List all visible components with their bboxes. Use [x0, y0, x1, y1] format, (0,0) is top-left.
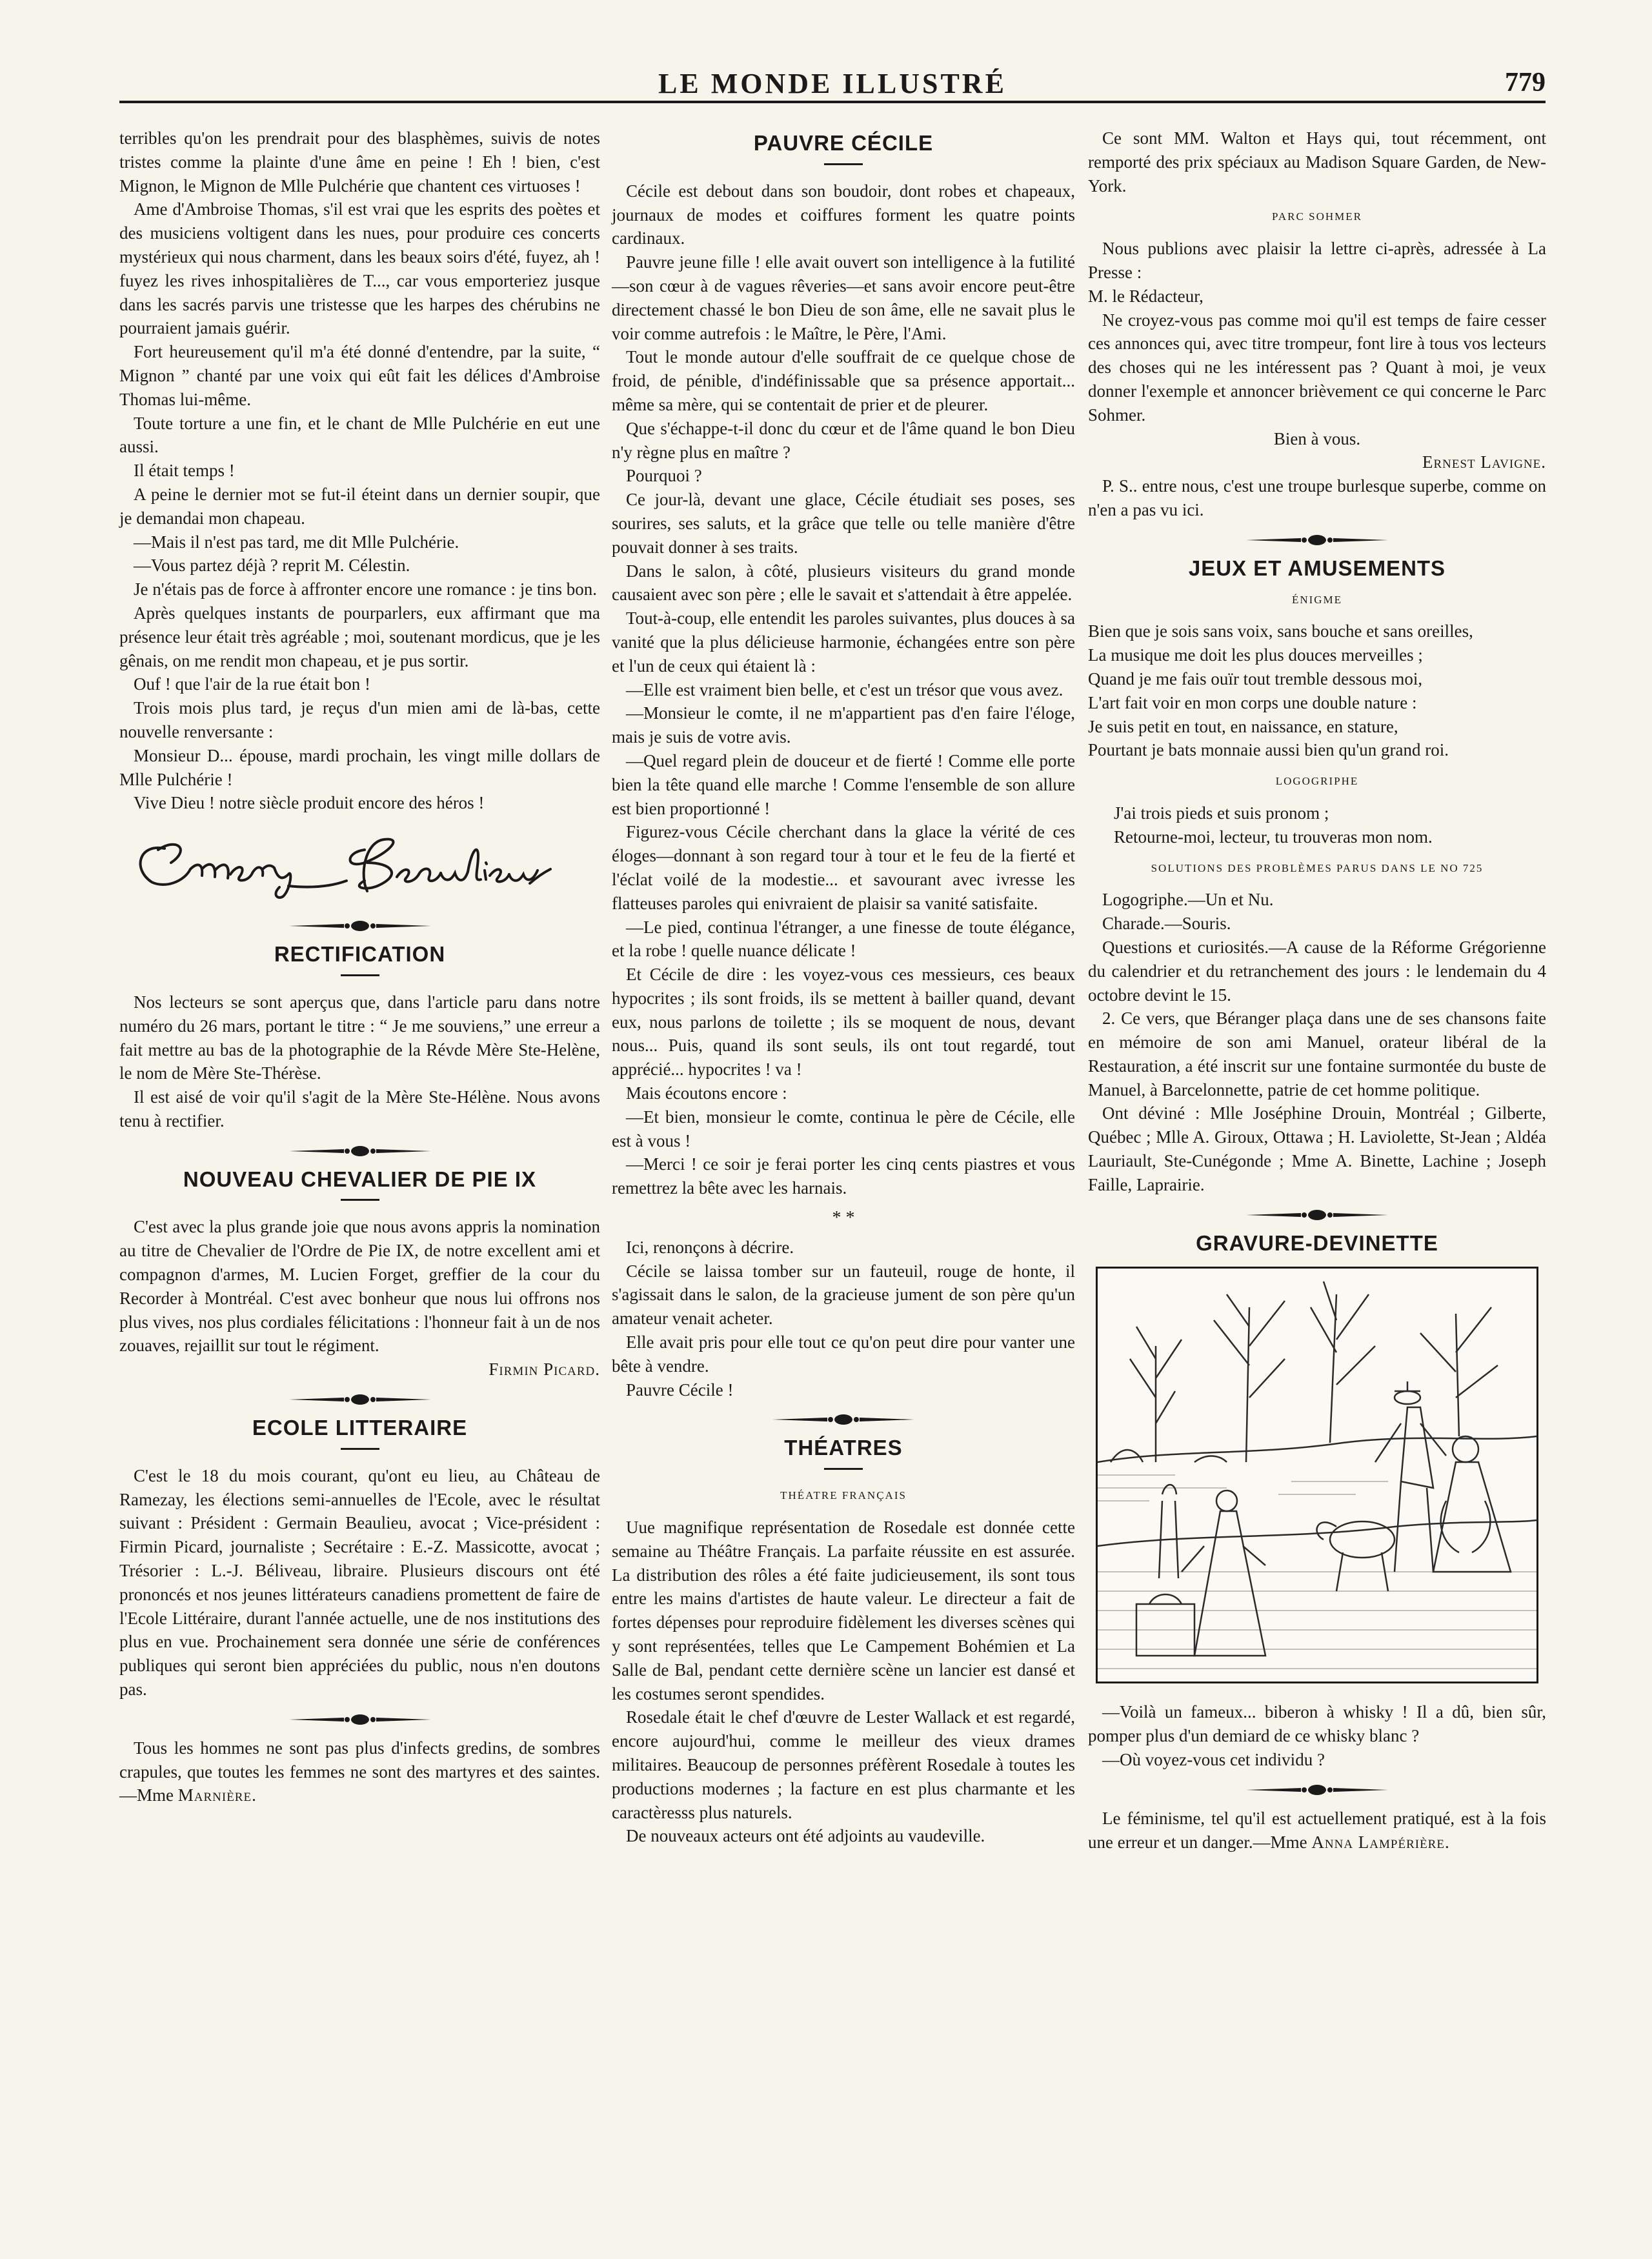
maxim-quote	[119, 1736, 600, 1807]
article-paragraph: —Monsieur le comte, il ne m'appartient pas d'en faire l'éloge, mais je suis de votre avis.	[612, 703, 1075, 747]
article-paragraph: Cécile est debout dans son boudoir, dont robes et chapeaux, journaux de modes et coiffures forment les quatre points cardinaux.	[612, 181, 1075, 248]
section-divider-ornament	[289, 1392, 431, 1407]
article-paragraph: Il est aisé de voir qu'il s'agit de la Mère Ste-Hélène. Nous avons tenu à rectifier.	[119, 1087, 600, 1130]
caption-line: —Voilà un fameux... biberon à whisky ! Il a dû, bien sûr, pomper plus d'un demiard de ce whisky blanc ?	[1088, 1702, 1546, 1746]
article-paragraph: Tout le monde autour d'elle souffrait de ce quelque chose de froid, de pénible, d'indéfinissable que sa présence apportait... même sa mère, qui se contentait de prier et de pleurer.	[612, 347, 1075, 414]
author-signature: Firmin Picard.	[489, 1360, 600, 1380]
article-paragraph: —Merci ! ce soir je ferai porter les cinq cents piastres et vous remettrez la bête avec les harnais.	[612, 1154, 1075, 1198]
article-paragraph: C'est avec la plus grande joie que nous avons appris la nomination au titre de Chevalier de l'Ordre de Pie IX, de notre excellent ami et compagnon d'armes, M. Lucien Forget, greffier de la cour du Recorder à Montréal. C'est avec bonheur que nous lui offrons nos plus vives, nos plus cordiales félicitations : l'honneur fait à un de nos zouaves, rejaillit sur tout le régiment.	[119, 1217, 600, 1356]
column-right	[1088, 126, 1546, 1854]
section-divider-ornament	[289, 918, 431, 934]
handwritten-signature	[119, 824, 584, 901]
article-paragraph: Uue magnifique représentation de Rosedale est donnée cette semaine au Théâtre Français. La parfaite réussite en est assurée. La distribution des rôles a été faite judicieusement, ils sont tous entre les mains d'artistes de haute valeur. Le directeur a fait de fortes dépenses pour reproduire fidèlement les diverses scènes qui y sont représentées, telles que Le Campement Bohémien et La Salle de Bal, pendant cette dernière scène un lancier est dansé et les costumes seront spendides.	[612, 1518, 1075, 1703]
article-paragraph: Dans le salon, à côté, plusieurs visiteurs du grand monde causaient avec son père ; elle le savait et s'attendait à être appelée.	[612, 561, 1075, 605]
letter-closing: Bien à vous.	[1273, 428, 1361, 448]
title-rule	[341, 1199, 379, 1201]
article-paragraph: Fort heureusement qu'il m'a été donné d'entendre, par la suite, “ Mignon ” chanté par une voix qui eût fait les délices d'Ambroise Thomas lui-même.	[119, 342, 600, 409]
verse-line: Bien que je sois sans voix, sans bouche et sans oreilles,	[1088, 621, 1473, 641]
article-paragraph: Ame d'Ambroise Thomas, s'il est vrai que les esprits des poètes et des musiciens voltigent dans les nues, pour produire ces concerts mystérieux qui nous charment, dans les beaux soirs d'été, fuyez, ah ! fuyez les rives inhospitalières de T..., car vous emporteriez jusque dans les sacrés parvis une tristesse que les harpes des chérubins ne pourraient jamais guérir.	[119, 199, 600, 338]
puzzle-engraving-image	[1096, 1267, 1538, 1683]
solution-line: 2. Ce vers, que Béranger plaça dans une de ses chansons faite en mémoire de son ami Manuel, orateur libéral de la Restauration, a été inscrit sur une fontaine surmontée du buste de Manuel, à Barcelonnette, patrie de cet homme politique.	[1088, 1009, 1546, 1099]
masthead: LE MONDE ILLUSTRÉ	[658, 68, 1007, 99]
enigme-verse	[1088, 619, 1546, 762]
article-paragraph: Vive Dieu ! notre siècle produit encore des héros !	[134, 793, 485, 813]
section-divider-ornament	[289, 1143, 431, 1159]
verse-line: Pourtant je bats monnaie aussi bien qu'un grand roi.	[1088, 740, 1449, 760]
article-paragraph: —Vous partez déjà ? reprit M. Célestin.	[134, 556, 410, 576]
section-title: ECOLE LITTERAIRE	[252, 1416, 468, 1440]
asterism: * *	[832, 1208, 855, 1229]
section-subtitle: SOLUTIONS DES PROBLÈMES PARUS DANS LE NO 725	[1151, 861, 1484, 874]
article-paragraph: Pauvre jeune fille ! elle avait ouvert son intelligence à la futilité—son cœur à de vagues rêveries—et sans avoir encore peut-être directement chassé le bon Dieu de son âme, elle ne savait plus le voir comme autrefois : le Maître, le Père, l'Ami.	[612, 252, 1075, 343]
maxim-quote	[1088, 1807, 1546, 1854]
verse-line: Retourne-moi, lecteur, tu trouveras mon nom.	[1114, 827, 1433, 847]
solution-line: Ont déviné : Mlle Joséphine Drouin, Montréal ; Gilberte, Québec ; Mlle A. Giroux, Ottawa ; H. Laviolette, St-Jean ; Aldéa Lauriault, Ste-Cunégonde ; Mme A. Binette, Lachine ; Joseph Faille, Laprairie.	[1088, 1103, 1546, 1194]
logogriphe-verse	[1088, 801, 1546, 849]
author-signature: Ernest Lavigne.	[1422, 452, 1546, 472]
section-title: THÉATRES	[784, 1436, 903, 1460]
article-paragraph: Pourquoi ?	[626, 466, 702, 486]
column-center	[612, 126, 1075, 1848]
solution-line: Questions et curiosités.—A cause de la Réforme Grégorienne du calendrier et du retranchement des jours : le lendemain du 4 octobre devint le 15.	[1088, 937, 1546, 1005]
article-paragraph: Nous publions avec plaisir la lettre ci-après, adressée à La Presse :	[1088, 239, 1546, 282]
article-paragraph: Elle avait pris pour elle tout ce qu'on peut dire pour vanter une bête à vendre.	[612, 1332, 1075, 1376]
solution-line: Logogriphe.—Un et Nu.	[1102, 890, 1274, 910]
verse-line: L'art fait voir en mon corps une double nature :	[1088, 692, 1417, 712]
article-paragraph: Ici, renonçons à décrire.	[626, 1237, 794, 1257]
article-paragraph: Cécile se laissa tomber sur un fauteuil, rouge de honte, il s'agissait dans le salon, de la gracieuse jument de son père qu'un amateur venait acheter.	[612, 1261, 1075, 1329]
article-paragraph: Après quelques instants de pourparlers, eux affirmant que ma présence leur était très agréable ; moi, soutenant mordicus, que je les gênais, on me rendit mon chapeau, et je pus sortir.	[119, 603, 600, 670]
article-paragraph: Trois mois plus tard, je reçus d'un mien ami de là-bas, cette nouvelle renversante :	[119, 698, 600, 741]
section-divider-ornament	[1246, 1782, 1388, 1798]
article-paragraph: Mais écoutons encore :	[626, 1083, 787, 1103]
section-title: GRAVURE-DEVINETTE	[1196, 1230, 1438, 1255]
article-paragraph: De nouveaux acteurs ont été adjoints au vaudeville.	[626, 1826, 985, 1846]
title-rule	[341, 1448, 379, 1450]
article-paragraph: Ce sont MM. Walton et Hays qui, tout récemment, ont remporté des prix spéciaux au Madison Square Garden, de New-York.	[1088, 128, 1546, 196]
section-title: JEUX ET AMUSEMENTS	[1188, 556, 1446, 580]
article-paragraph: Je n'étais pas de force à affronter encore une romance : je tins bon.	[134, 579, 598, 599]
maxim-text: Le féminisme, tel qu'il est actuellement pratiqué, est à la fois une erreur et un danger.—Mme	[1088, 1808, 1546, 1852]
letter-salutation: M. le Rédacteur,	[1088, 286, 1204, 306]
verse-line: Je suis petit en tout, en naissance, en stature,	[1088, 716, 1398, 736]
page-header	[119, 52, 1546, 103]
article-paragraph: —Quel regard plein de douceur et de fierté ! Comme elle porte bien la tête quand elle marche ! Comme l'ensemble de son allure est bien proportionné !	[612, 750, 1075, 818]
article-paragraph: Il était temps !	[134, 461, 235, 481]
maxim-text: Tous les hommes ne sont pas plus d'infects gredins, de sombres crapules, que toutes les femmes ne sont des martyres et des saintes.—Mme	[119, 1738, 600, 1805]
article-paragraph: Rosedale était le chef d'œuvre de Lester Wallack et est regardé, encore aujourd'hui, comme le meilleur des vieux drames militaires. Beaucoup de personnes préfèrent Rosedale à toutes les productions modernes ; la facture en est plus charmante et les caractèresss plus naturels.	[612, 1707, 1075, 1822]
article-paragraph: —Elle est vraiment bien belle, et c'est un trésor que vous avez.	[626, 679, 1063, 699]
section-divider-ornament	[1246, 1207, 1388, 1223]
article-paragraph: —Le pied, continua l'étranger, a une finesse de toute élégance, et la robe ! quelle nuance délicate !	[612, 917, 1075, 961]
section-divider-ornament	[289, 1712, 431, 1727]
title-rule	[824, 163, 863, 165]
article-paragraph: Que s'échappe-t-il donc du cœur et de l'âme quand le bon Dieu n'y règne plus en maître ?	[612, 418, 1075, 462]
verse-line: J'ai trois pieds et suis pronom ;	[1114, 803, 1329, 823]
article-paragraph: Ouf ! que l'air de la rue était bon !	[134, 674, 370, 694]
section-subtitle: LOGOGRIPHE	[1275, 775, 1359, 788]
article-paragraph: Ce jour-là, devant une glace, Cécile étudiait ses poses, ses sourires, ses saluts, et la grâce que telle ou telle manière d'être pouvait donner à ses traits.	[612, 490, 1075, 557]
section-title: RECTIFICATION	[274, 942, 446, 967]
section-subtitle: ÉNIGME	[1291, 593, 1343, 606]
title-rule	[824, 1468, 863, 1470]
section-divider-ornament	[1246, 532, 1388, 548]
article-paragraph: Monsieur D... épouse, mardi prochain, les vingt mille dollars de Mlle Pulchérie !	[119, 745, 600, 789]
solution-line: Charade.—Souris.	[1102, 914, 1231, 934]
section-title: PAUVRE CÉCILE	[753, 131, 934, 155]
article-paragraph: Nos lecteurs se sont aperçus que, dans l'article paru dans notre numéro du 26 mars, portant le titre : “ Je me souviens,” une erreur a fait mettre au bas de la photographie de la Révde Mère Ste-Helène, le nom de Mère Ste-Thérèse.	[119, 992, 600, 1083]
maxim-author: Anna Lampérière.	[1311, 1832, 1450, 1852]
column-left	[119, 126, 600, 1807]
section-subtitle: THÉATRE FRANÇAIS	[780, 1489, 907, 1502]
section-divider-ornament	[772, 1412, 914, 1427]
article-paragraph: Tout-à-coup, elle entendit les paroles suivantes, plus douces à sa vanité que la plus délicieuse harmonie, échangées entre son père et l'un de ceux qui étaient là :	[612, 608, 1075, 676]
article-paragraph: Et Cécile de dire : les voyez-vous ces messieurs, ces beaux hypocrites ; ils sont froids, ils se mettent à bailler quand, devant eux, nous parlons de toilette ; ils se moquent de nous, devant nous... Puis, quand ils sont seuls, ils ont tout regardé, tout apprécié... hypocrites ! va !	[612, 965, 1075, 1079]
verse-line: La musique me doit les plus douces merveilles ;	[1088, 645, 1423, 665]
article-paragraph: Toute torture a une fin, et le chant de Mlle Pulchérie en eut une aussi.	[119, 413, 600, 457]
letter-body: Ne croyez-vous pas comme moi qu'il est temps de faire cesser ces annonces qui, avec titre trompeur, font lire à tous vos lecteurs des choses qui ne les intéressent pas ? Quant à moi, je veux donner l'exemple et annoncer brièvement ce qui concerne le Parc Sohmer.	[1088, 310, 1546, 425]
page-number: 779	[1505, 68, 1546, 97]
maxim-author: Marnière.	[177, 1785, 257, 1805]
article-paragraph: A peine le dernier mot se fut-il éteint dans un dernier soupir, que je demandai mon chapeau.	[119, 484, 600, 528]
article-paragraph: C'est le 18 du mois courant, qu'ont eu lieu, au Château de Ramezay, les élections semi-annuelles de l'Ecole, avec le résultat suivant : Président : Germain Beaulieu, avocat ; Vice-président : Firmin Picard, journaliste ; Secrétaire : E.-Z. Massicotte, avocat ; Trésorier : L.-J. Béliveau, libraire. Plusieurs discours ont été prononcés et nos jeunes littérateurs canadiens promettent de faire de l'Ecole Littéraire, durant l'année actuelle, une de nos institutions des plus en vue. Prochainement sera donnée une série de conférences publiques qui seront bien appréciées du public, nous n'en doutons pas.	[119, 1465, 600, 1700]
article-paragraph: —Mais il n'est pas tard, me dit Mlle Pulchérie.	[134, 532, 459, 552]
section-subtitle: PARC SOHMER	[1272, 210, 1362, 223]
postscript: P. S.. entre nous, c'est une troupe burlesque superbe, comme on n'en a pas vu ici.	[1088, 476, 1546, 519]
article-paragraph: Pauvre Cécile !	[626, 1380, 734, 1400]
caption-line: —Où voyez-vous cet individu ?	[1102, 1750, 1325, 1770]
verse-line: Quand je me fais ouïr tout tremble dessous moi,	[1088, 668, 1423, 688]
title-rule	[341, 974, 379, 976]
article-paragraph: Figurez-vous Cécile cherchant dans la glace la vérité de ces éloges—donnant à son regard tour à tour et le feu de la fierté et l'éclat voilé de la modestie... et savourant avec ivresse les flatteuses paroles qui enivraient de plaisir sa vanité satisfaite.	[612, 822, 1075, 913]
article-paragraph: —Et bien, monsieur le comte, continua le père de Cécile, elle est à vous !	[612, 1107, 1075, 1150]
article-paragraph: terribles qu'on les prendrait pour des blasphèmes, suivis de notes tristes comme la plainte d'une âme en peine ! Eh ! bien, c'est Mignon, le Mignon de Mlle Pulchérie que chantent ces virtuoses !	[119, 128, 600, 196]
section-title: NOUVEAU CHEVALIER DE PIE IX	[183, 1167, 537, 1191]
